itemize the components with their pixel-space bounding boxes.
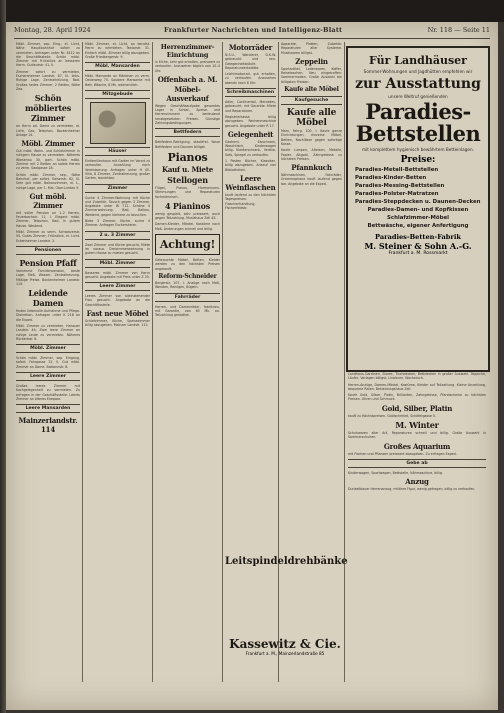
column-rule xyxy=(222,42,223,682)
classified-text: finden liebevolle Aufnahme und Pflege. Diskretion. Anfragen unter K 218 an die Exped. Möbl. Zimmer zu vermieten, Hanauer Landstr. 44. Zwei leere Zimmer an ruhige Leute zu vermieten. Näheres Rückertstr. 6. xyxy=(16,309,80,341)
ad-heading: 4 Pianinos xyxy=(164,200,211,211)
classified-text: Leeres Zimmer von alleinstehender Frau gesucht. Angebote an die Geschäftsstelle. xyxy=(85,294,150,307)
classified-text: Wegen Geschäftsaufgabe gesamtes Lager in Schlaf-, Speise- und Herrenzimmern zu bedeutend herabgesetzten Preisen. Günstige Zahlungsbedingungen. xyxy=(155,103,220,126)
ad-heading: Möbel-Ausverkauf xyxy=(166,84,209,103)
ad-heading: Stellogen xyxy=(167,174,208,185)
classified-text: kauft zu Höchstpreisen. Goldschmied, Schäfergasse 5. xyxy=(348,413,436,418)
ad-heading: Pianos xyxy=(167,150,208,164)
classified-text: Zwei Zimmer und Küche gesucht, Miete im voraus. Dreizimmerwohnung in gutem Hause zu mieten gesucht. xyxy=(85,242,150,256)
ad-title: Für Landhäuser xyxy=(369,54,467,67)
classified-text: Vornehme Familienpension, beste Lage, fließ. Wasser, Zentralheizung. Mäßige Preise. Bockenheimer Landstr. 110. xyxy=(16,268,80,286)
ad-subtitle: mit komplettem hygienisch bewährtem Betteinlagen. xyxy=(362,147,474,152)
section-heading: Häuser xyxy=(85,147,150,156)
kassewitz-ad xyxy=(225,556,348,686)
ad-firm: M. Steiner & Sohn A.-G. xyxy=(364,241,472,251)
classified-text: in Eiche, sehr gut erhalten, preiswert zu verkaufen. Anzusehen täglich von 10–4 Uhr. xyxy=(155,60,220,73)
ad-prices-heading: Preise: xyxy=(400,155,436,165)
ad-heading: Pfannkuch xyxy=(291,163,332,173)
scan-top-border xyxy=(0,0,504,22)
classified-text: Einfamilienhaus mit Garten im Vorort zu verkaufen. Anzahlung nach Vereinbarung. Anfragen unter H 45. Villa, 8 Zimmer, Zentralheizung, großer Garten, beziehbar. xyxy=(85,159,150,181)
section-heading: Möbl. Mansarden xyxy=(85,62,150,71)
ad-firm: Paradies-Betten-Fabrik xyxy=(375,233,461,241)
classified-text: Marx, Fahrg. 100, I. Kaufe ganze Einrichtungen, einzelne Möbel, Betten, Nachlässe gegen sofortige Kasse. Kaufe Lumpen, Alteisen, Metalle, Papier. Altgold, Zahngebisse zu höchsten Preisen. xyxy=(281,129,342,161)
classified-text: Bergerstr. 107, I. Anzüge nach Maß, Wenden, Reinigen, Bügeln. xyxy=(155,280,220,290)
header-rule xyxy=(14,38,490,39)
header-date: Montag, 28. April 1924 xyxy=(14,26,91,34)
ad-brand: Paradies- xyxy=(365,99,471,124)
ad-price-line: Schlafzimmer-Möbel xyxy=(387,215,449,221)
classified-text: Sportartikel, Lederwaren, Koffer, Reisetaschen. Neu eingetroffen: Sommermoden. Große Auswahl bei billigsten Preisen. xyxy=(281,66,342,84)
classified-text: Schuhwaren aller Art, Reparaturen schnell und billig. Große Auswahl in Sommerschuhen. xyxy=(348,431,486,440)
ad-address: Frankfurt a. M., Mainzerlandstraße 85 xyxy=(245,651,325,656)
classified-text: mit Fischen und Pflanzen preiswert abzugeben. Zu erfragen Exped. xyxy=(348,451,457,456)
classified-text: mit voller Pension an 1–2 Herren. Feuerbachstr. 11, I. Elegant möbl. Zimmer, Telephon, Bad, in gutem Hause. Westend. Möbl. Zimmer zu verm. Schweizerstr. 55. Gutes Zimmer, Frühstück, el. Licht. Eckenheimer Landstr. 3. xyxy=(16,210,80,243)
classified-text: Suche 4 Zimmer-Wohnung mit Küche und Zubehör, Tausch gegen 3 Zimmer. Angebote unter W 712. Schöne 4 Zimmerwohnung, Bad, Balkon, Westend, gegen kleinere zu tauschen. Biete 3 Zimmer, Küche, suche 4 Zimmer. Anfragen Eschersheim. xyxy=(85,195,150,228)
column-4 xyxy=(225,42,276,547)
ad-heading: Schön möbliertes Zimmer xyxy=(24,93,72,124)
ad-heading: Motorräder xyxy=(228,43,273,52)
section-heading: Zimmer xyxy=(85,184,150,193)
classified-text: Möbl. Zimmer, sep. Eing., el. Licht, Nähe Hauptbahnhof sofort zu vermieten. Anfragen unter Nr. 4412 an die Geschäftsstelle. Schön möbl. Zimmer mit Frühstück an besseren Herrn. Gutleutstr. 41, II. Zimmer sofort zu vermieten, Eschersheimer Landstr. 87, III. links. Ruhige Lage, Zentralheizung, Bad. Großes helles Zimmer, 2 Betten, Nähe Zoo. xyxy=(16,42,80,91)
ad-address: Frankfurt a. M. Rossmarkt xyxy=(388,251,448,256)
section-heading: Leere Mansarden xyxy=(16,404,80,413)
section-heading: Fahrräder xyxy=(155,293,220,302)
section-heading: Gebe ab xyxy=(348,459,486,468)
classified-text: Schön möbl. Zimmer, sep. Eingang, sofort. Fahrgasse 22, II. Gut möbl. Zimmer an Dame. Battonnstr. 8. xyxy=(16,356,80,369)
ad-heading: Zeppelin xyxy=(295,56,328,66)
classified-text: Gut möbl. Wohn- und Schlafzimmer in ruhigem Hause zu vermieten. Näheres Wiesenau 30, part. Schön möbl. Zimmer mit 2 Betten an solide Herren zu verm. Saalgasse 18. Schön möbl. Zimmer, sep., Nähe Bahnhof, per sofort. Kaiserstr. 62, III. Sehr gut möbl. Balkonzimmer, el. L., ruhige Lage, per 1. Mai. Ober-Lindau 9. xyxy=(16,149,80,190)
ad-subtitle: Sommer-Wohnungen und Jagdhütten empfehlen wir xyxy=(363,69,473,74)
section-heading: 2 u. 3 Zimmer xyxy=(85,231,150,240)
ad-price-line: Paradies-Steppdecken u. Daunen-Decken xyxy=(355,199,481,205)
ad-heading: Gelegenheit xyxy=(227,129,274,139)
ad-heading: Reform-Schneider xyxy=(158,272,217,280)
classified-text: Großes leeres Zimmer mit Kochgelegenheit zu vermieten. Zu erfragen in der Geschäftsstelle. Leeres Zimmer an älteres Ehepaar. xyxy=(16,384,80,401)
page-header xyxy=(14,26,490,38)
ad-heading: M. Winter xyxy=(395,420,439,431)
classified-text: Besseres möbl. Zimmer von Herrn gesucht. Angebote mit Preis unter Z 33. xyxy=(85,270,150,279)
ad-illustration xyxy=(90,102,146,144)
ad-heading: Mainzerlandstr. 114 xyxy=(18,416,78,435)
classified-text: an Herrn od. Dame zu vermieten, el. Licht, Gas, Telephon. Bockenheimer Anlage 14. xyxy=(16,124,80,137)
classified-text: Gebrauchte Möbel, Betten, Kleider werden zu den höchsten Preisen angekauft. xyxy=(155,258,220,271)
ad-heading: Offenbach a. M. xyxy=(157,74,218,84)
ad-heading: Gut möbl. Zimmer xyxy=(29,191,67,210)
section-heading: Möbl. Zimmer xyxy=(85,259,150,268)
classified-text: kauft laufend zu den höchsten Tagespreisen. Flaschenhandlung, Fischerfeldstr. xyxy=(225,192,276,210)
classified-text: Flügel, Pianos, Harmoniums. Stimmungen und Reparaturen fachmännisch. xyxy=(155,185,220,199)
ad-heading: Möbl. Zimmer xyxy=(21,139,75,149)
ad-heading: Leere Weinflaschen xyxy=(225,173,276,192)
section-heading: Möbl. Zimmer xyxy=(16,344,80,353)
header-title: Frankfurter Nachrichten und Intelligenz-Blatt xyxy=(164,26,343,34)
section-heading: Leere Zimmer xyxy=(85,282,150,291)
column-rule xyxy=(82,42,83,682)
ad-price-line: Paradies-Kinder-Betten xyxy=(355,175,427,181)
column-rule xyxy=(152,42,153,682)
classified-text: N.S.U., Wanderer, D.K.W. gebraucht und neu. Gelegenheitskäufe. Reparaturwerkstätte. Leichtmotorrad, gut erhalten, zu verkaufen. Anzusehen abends nach 6 Uhr. xyxy=(225,53,276,85)
ad-subtitle: unsere Weltruf genießenden xyxy=(388,94,448,99)
column-6 xyxy=(348,372,486,682)
classified-text: Apparate, Platten, Zubehör. Reparaturen aller Systeme. Musikwaren billigst. xyxy=(281,42,342,55)
ad-title: zur Ausstattung xyxy=(355,76,481,92)
ad-heading: Kaufe alte Möbel xyxy=(284,86,339,94)
ad-heading: Leidende Damen xyxy=(28,288,68,309)
classified-text: Herren- und Damenräder, fabrikneu, mit Garantie, von 65 Mk. an. Teilzahlung gestattet. xyxy=(155,304,220,318)
ad-firm: Kassewitz & Cie. xyxy=(229,637,341,651)
ad-heading: Kaufe alle Möbel xyxy=(286,108,337,129)
classified-text: Gasherd, Eisschrank, Waschtisch, Kinderwagen billig. Kleiderschrank, Vertiko, Sofa, Spiegel zu verkaufen. 1 Posten Bücher, Klassiker, billig abzugeben. Ankauf von Bibliotheken. xyxy=(225,139,276,172)
ad-heading: Gold, Silber, Platin xyxy=(381,403,453,413)
ad-heading: Fast neue Möbel xyxy=(86,309,149,319)
section-heading: Bettfedern xyxy=(155,128,220,137)
ad-price-line: Paradies-Metall-Bettstellen xyxy=(355,167,439,173)
classified-text: Bettfedern-Reinigung, staubfrei. Neue Bettfedern und Daunen billigst. xyxy=(155,140,220,149)
column-3 xyxy=(155,42,220,682)
paradies-betten-ad xyxy=(346,46,490,372)
section-heading: Kaufgesuche xyxy=(281,96,342,105)
ad-price-line: Paradies-Polster-Matratzen xyxy=(355,191,439,197)
classified-text: Kinderwagen, Sportwagen, Bettstelle, Nähmaschine, billig. xyxy=(348,470,443,475)
section-heading: Schreibmaschinen xyxy=(226,90,275,96)
ad-price-line: Bettwäsche, eigener Anfertigung xyxy=(367,223,469,229)
ad-price-line: Paradies-Damen- und Kopfkissen xyxy=(367,207,469,213)
classified-text: Möbl. Zimmer, el. Licht, an berufst. Herrn zu vermieten. Textorstr. 31. Einfach möbl. Zimmer billig abzugeben. Große Friedbergerstr. 9. xyxy=(85,42,150,59)
column-2 xyxy=(85,42,150,682)
ad-heading: Anzug xyxy=(405,477,429,487)
classified-text: wenig gespielt, sehr preiswert, auch gegen Teilzahlung. Musikhaus Zeil 45. Damen-Kleider, Mäntel, Kostüme nach Maß. Änderungen schnell und billig. xyxy=(155,211,220,231)
column-5 xyxy=(281,42,342,547)
ad-heading: Großes Aquarium xyxy=(383,441,451,451)
ad-heading: Pension Pfaff xyxy=(19,257,77,268)
classified-text: Möbl. Mansarde an Mädchen zu verm. Oederweg 70. Saubere Mansarde mit Bett, Wäsche, 8 Mk. wöchentlich. xyxy=(85,74,150,87)
section-heading: Pensionen xyxy=(16,246,80,255)
section-heading: Mitzgebude xyxy=(85,90,150,99)
ad-heading: Kauf u. Miete xyxy=(161,164,214,174)
column-1 xyxy=(16,42,80,682)
section-heading: Leere Zimmer xyxy=(16,372,80,381)
classified-text: Dunkelblauer Herrenanzug, mittlere Figur, wenig getragen, billig zu verkaufen. xyxy=(348,487,476,492)
classified-text: Landhaus-Gardinen, Stores, Tischdecken, Bettdecken in großer Auswahl. Teppiche, Läufer, Vorlagen billigst. Linoleum, Wachstuch. Herren-Anzüge, Damen-Mäntel, Kostüme, Kleider auf Teilzahlung. Kleine Anzahlung, bequeme Raten. Bekleidungshaus Zeil. Kaufe Gold, Silber, Platin, Brillanten, Zahngebisse, Pfandscheine zu höchsten Preisen. Uhren und Schmuck. xyxy=(348,372,486,402)
ad-brand: Bettstellen xyxy=(355,121,481,146)
classified-text: Schlafzimmer, Küche, Speisezimmer billig abzugeben. Mainzer Landstr. 112. xyxy=(85,319,150,328)
achtung-box xyxy=(155,234,220,255)
ad-price-line: Paradies-Messing-Bettstellen xyxy=(355,183,445,189)
ad-title: Leitspindeldrehbänke xyxy=(225,556,348,567)
ad-heading: Achtung! xyxy=(159,238,216,252)
ad-heading: Herrenzimmer-Einrichtung xyxy=(160,43,215,59)
classified-text: Nähmaschinen, Fahrräder, Grammophone kauft laufend gegen bar. Angebote an die Exped. xyxy=(281,173,342,186)
classified-text: Adler, Continental, Mercedes, gebraucht, mit Garantie. Miete und Reparaturen. Registrierkasse billig abzugeben. Rechenmaschine gesucht. Angebote unter R 17. xyxy=(225,100,276,128)
header-page: Nr. 118 — Seite 11 xyxy=(427,26,490,34)
